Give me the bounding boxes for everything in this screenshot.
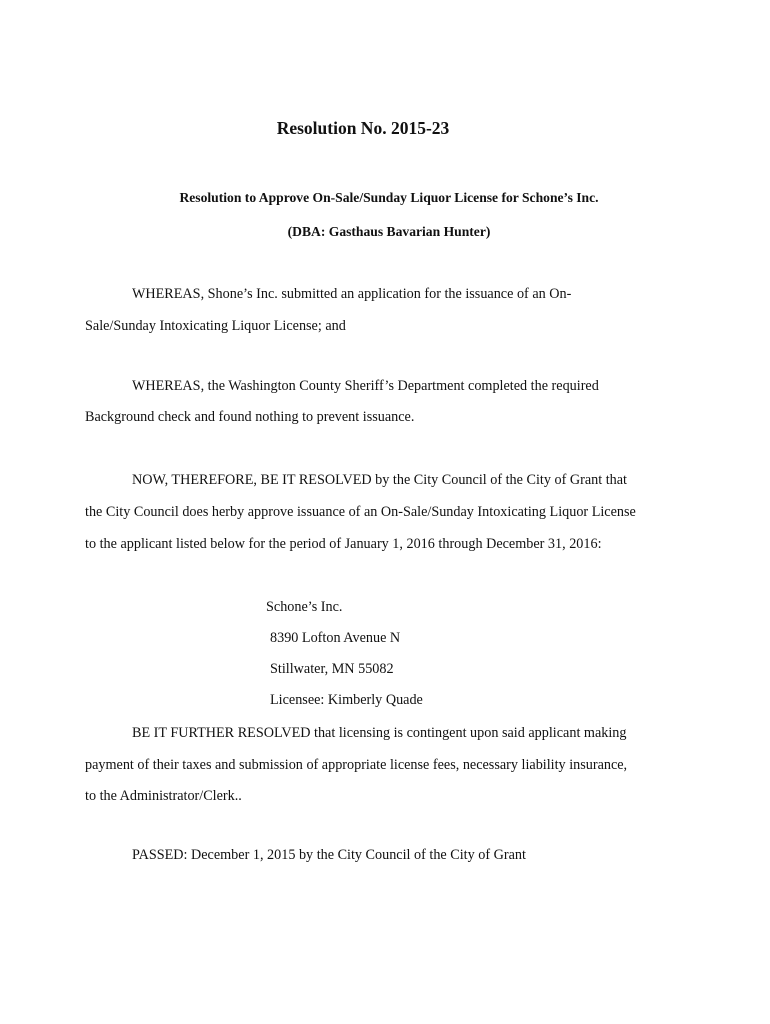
resolved-line-3: to the applicant listed below for the period of January 1, 2016 through December 31, 2016: [85, 536, 602, 552]
whereas-background-line-1: WHEREAS, the Washington County Sheriff’s Department completed the required [132, 378, 599, 394]
applicant-name: Schone’s Inc. [266, 599, 343, 615]
further-resolved-line-3: to the Administrator/Clerk.. [85, 788, 242, 804]
resolved-line-1: NOW, THEREFORE, BE IT RESOLVED by the City Council of the City of Grant that [132, 472, 627, 488]
applicant-city: Stillwater, MN 55082 [270, 661, 394, 677]
passed-line: PASSED: December 1, 2015 by the City Council of the City of Grant [132, 847, 526, 863]
whereas-application-line-1: WHEREAS, Shone’s Inc. submitted an application for the issuance of an On- [132, 286, 572, 302]
resolution-subtitle: Resolution to Approve On-Sale/Sunday Liquor License for Schone’s Inc. [179, 190, 599, 205]
further-resolved-line-1: BE IT FURTHER RESOLVED that licensing is contingent upon said applicant making [132, 725, 627, 741]
applicant-licensee: Licensee: Kimberly Quade [270, 692, 423, 708]
whereas-application-line-2: Sale/Sunday Intoxicating Liquor License; and [85, 318, 346, 334]
resolution-title: Resolution No. 2015-23 [276, 118, 450, 138]
resolution-dba-line: (DBA: Gasthaus Bavarian Hunter) [287, 224, 491, 239]
whereas-background-line-2: Background check and found nothing to prevent issuance. [85, 409, 415, 425]
resolved-line-2: the City Council does herby approve issuance of an On-Sale/Sunday Intoxicating Liquor License [85, 504, 636, 520]
applicant-street: 8390 Lofton Avenue N [270, 630, 401, 646]
further-resolved-line-2: payment of their taxes and submission of appropriate license fees, necessary liability insurance, [85, 757, 628, 773]
